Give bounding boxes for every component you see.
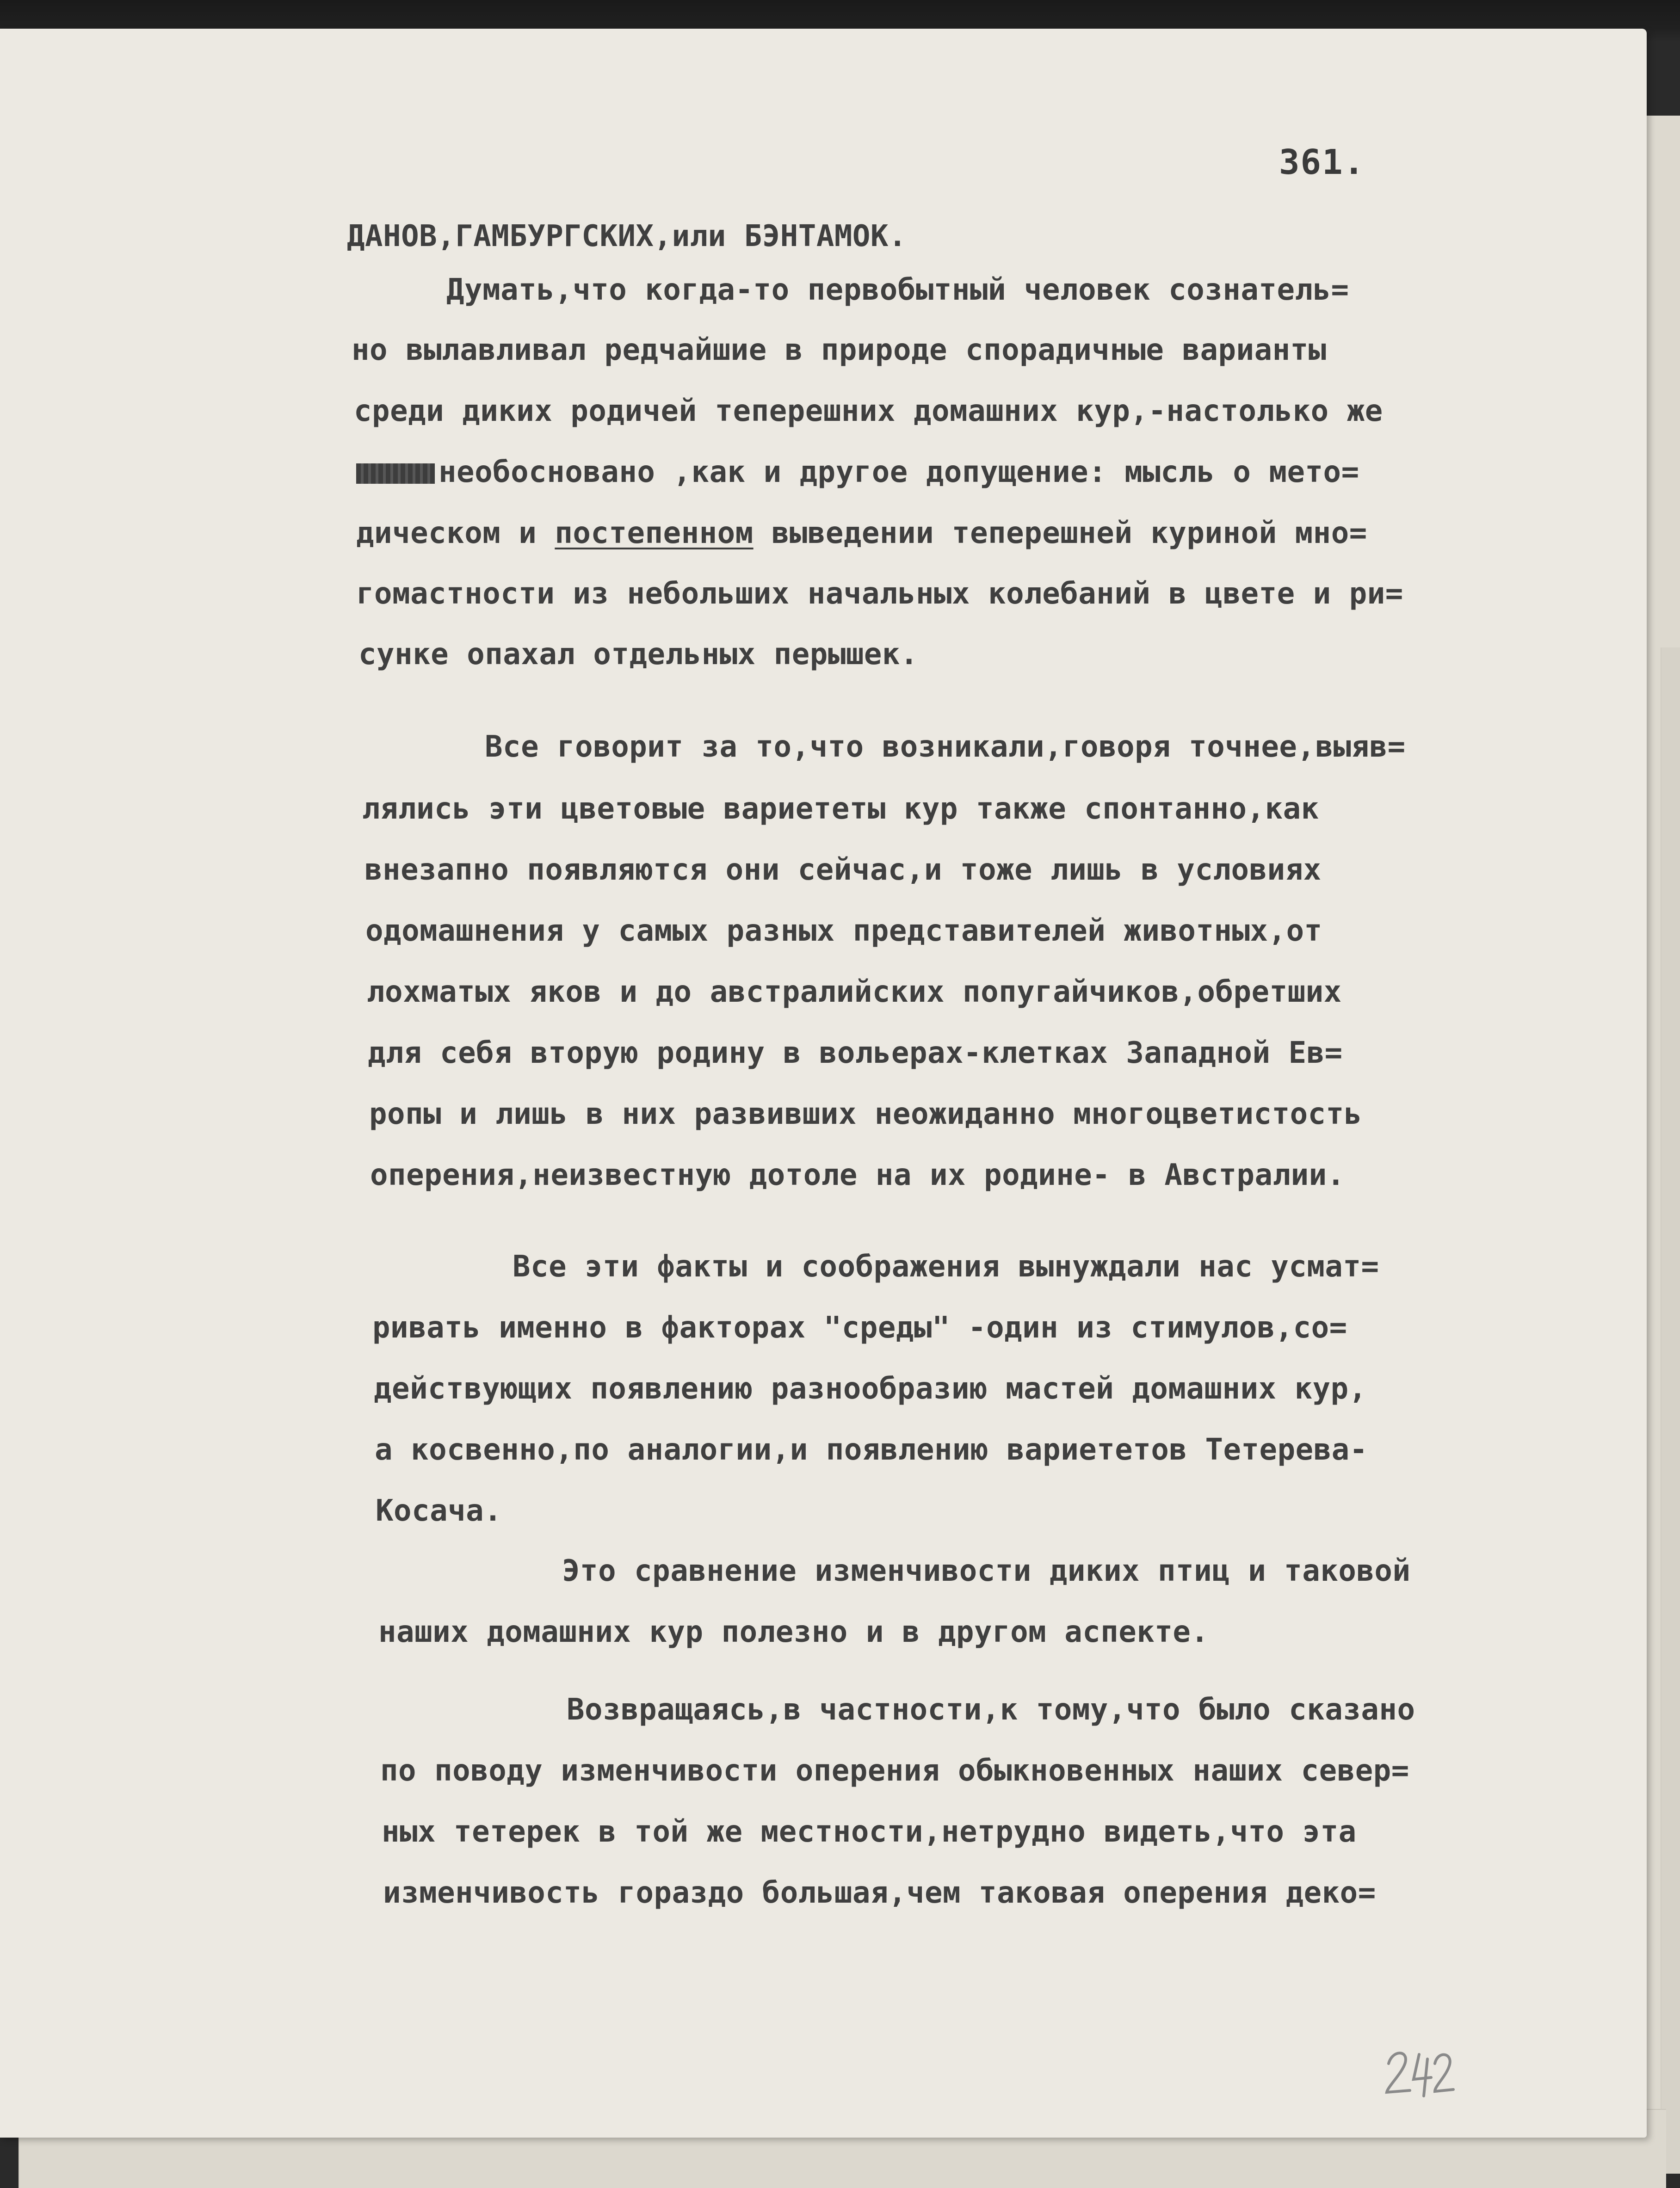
text-line: Это сравнение изменчивости диких птиц и таковой <box>562 1554 1411 1588</box>
text-line: ропы и лишь в них развивших неожиданно многоцветистость <box>369 1097 1362 1131</box>
text-line: Думать,что когда-то первобытный человек сознатель= <box>446 273 1349 307</box>
text-line: по поводу изменчивости оперения обыкновенных наших север= <box>380 1754 1409 1788</box>
text-line: одомашнения у самых разных представителей животных,от <box>365 914 1322 948</box>
typed-over-word <box>356 463 435 484</box>
text-line: Возвращаясь,в частности,к тому,что было сказано <box>567 1693 1415 1727</box>
text-line: лохматых яков и до австралийских попугайчиков,обретших <box>367 975 1342 1009</box>
page-number: 361. <box>1279 142 1365 182</box>
text-line: сунке опахал отдельных перышек. <box>358 637 918 672</box>
text-line: ДАНОВ,ГАМБУРГСКИХ,или БЭНТАМОК. <box>347 219 907 253</box>
text-line: Все эти факты и соображения вынуждали нас усмат= <box>513 1250 1379 1284</box>
handwritten-archive-number <box>1383 2040 1457 2105</box>
text-line: а косвенно,по аналогии,и появлению вариететов Тетерева- <box>375 1433 1368 1467</box>
text-line: ривать именно в факторах "среды" -один из стимулов,со= <box>372 1311 1347 1345</box>
text-line: дическом и постепенном выведении теперешней куриной мно= <box>356 516 1367 550</box>
text-line: среди диких родичей теперешних домашних кур,-настолько же <box>354 394 1383 428</box>
text-line: действующих появлению разнообразию мастей домашних кур, <box>374 1372 1367 1406</box>
text-line: но вылавливал редчайшие в природе спорадичные варианты <box>352 333 1327 367</box>
text-line: изменчивость гораздо большая,чем таковая оперения деко= <box>383 1876 1376 1910</box>
text-line: лялись эти цветовые вариететы кур также спонтанно,как <box>362 792 1319 826</box>
text-line: оперения,неизвестную дотоле на их родине- в Австралии. <box>370 1158 1345 1192</box>
text-line: Все говорит за то,что возникали,говоря точнее,выяв= <box>485 730 1406 764</box>
text-line: Косача. <box>376 1494 502 1528</box>
text-line: для себя вторую родину в вольерах-клетках Западной Ев= <box>368 1036 1343 1070</box>
typewritten-page <box>0 29 1647 2138</box>
text-line: гомастности из небольших начальных колебаний в цвете и ри= <box>356 577 1403 611</box>
text-line: внезапно появляются они сейчас,и тоже лишь в условиях <box>364 853 1322 887</box>
text-line: необосновано ,как и другое допущение: мысль о мето= <box>356 455 1359 489</box>
text-line: наших домашних кур полезно и в другом аспекте. <box>378 1615 1209 1649</box>
text-line: ных тетерек в той же местности,нетрудно видеть,что эта <box>382 1815 1357 1849</box>
underlying-sheet-edge <box>1661 647 1680 2174</box>
underlined-word: постепенном <box>555 516 754 550</box>
